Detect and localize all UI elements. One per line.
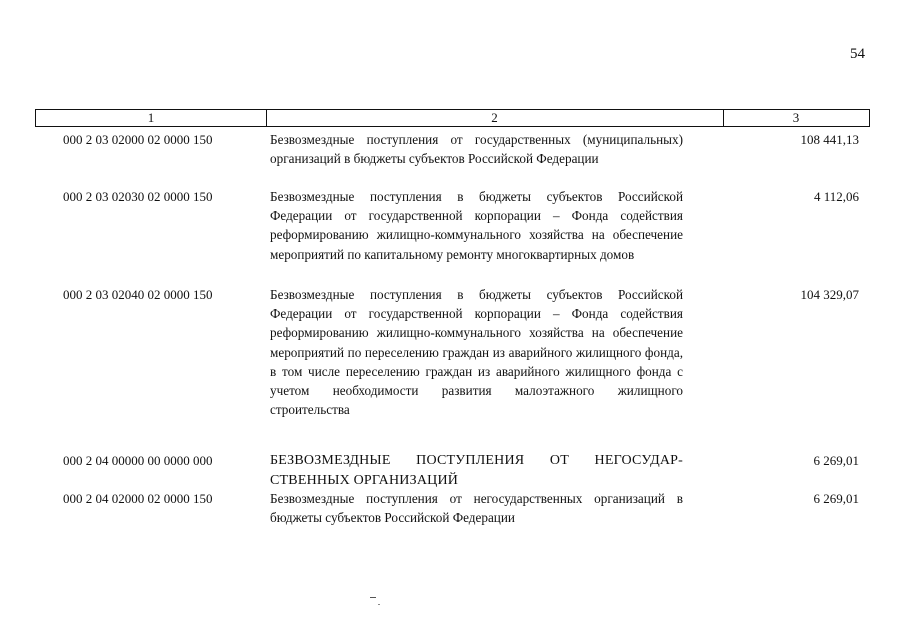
page-number: 54 bbox=[850, 46, 865, 62]
header-col-2: 2 bbox=[266, 110, 724, 126]
row-amount: 108 441,13 bbox=[800, 132, 859, 147]
row-description: Безвозмездные поступления от государственных (муниципальных) организаций в бюджеты субъектов Российской Федерации bbox=[270, 132, 683, 167]
row-description: Безвозмездные поступления в бюджеты субъектов Российской Федерации от государственной корпорации – Фонда содействия реформированию жилищно-коммунального хозяйства на обеспечение мероприятий по переселению граждан из аварийного жилищного фонда, в том числе переселению граждан из аварийного жилищного фонда с учетом необходимости развития малоэтажного жилищного строительства bbox=[270, 287, 683, 418]
row-description: Безвозмездные поступления в бюджеты субъектов Российской Федерации от государственной корпорации – Фонда содействия реформированию жилищно-коммунального хозяйства на обеспечение мероприятий по капитальному ремонту многоквартирных домов bbox=[270, 189, 683, 262]
budget-code: 000 2 04 00000 00 0000 000 bbox=[63, 453, 213, 468]
table-header bbox=[35, 109, 870, 127]
scan-mark bbox=[370, 597, 376, 598]
row-amount: 104 329,07 bbox=[800, 287, 859, 302]
header-col-3: 3 bbox=[792, 110, 800, 125]
budget-code: 000 2 03 02040 02 0000 150 bbox=[63, 287, 213, 302]
row-description: Безвозмездные поступления от негосударственных организаций в бюджеты субъектов Российской Федерации bbox=[270, 491, 683, 526]
header-col-1: 1 bbox=[36, 110, 267, 126]
row-amount: 4 112,06 bbox=[813, 189, 859, 204]
budget-code: 000 2 03 02000 02 0000 150 bbox=[63, 132, 213, 147]
row-amount: 6 269,01 bbox=[813, 491, 859, 506]
row-description: БЕЗВОЗМЕЗДНЫЕ ПОСТУПЛЕНИЯ ОТ НЕГОСУДАР-СТВЕННЫХ ОРГАНИЗАЦИЙ bbox=[270, 453, 683, 488]
budget-code: 000 2 04 02000 02 0000 150 bbox=[63, 491, 213, 506]
budget-code: 000 2 03 02030 02 0000 150 bbox=[63, 189, 213, 204]
row-amount: 6 269,01 bbox=[813, 453, 859, 468]
scan-mark bbox=[378, 604, 380, 605]
